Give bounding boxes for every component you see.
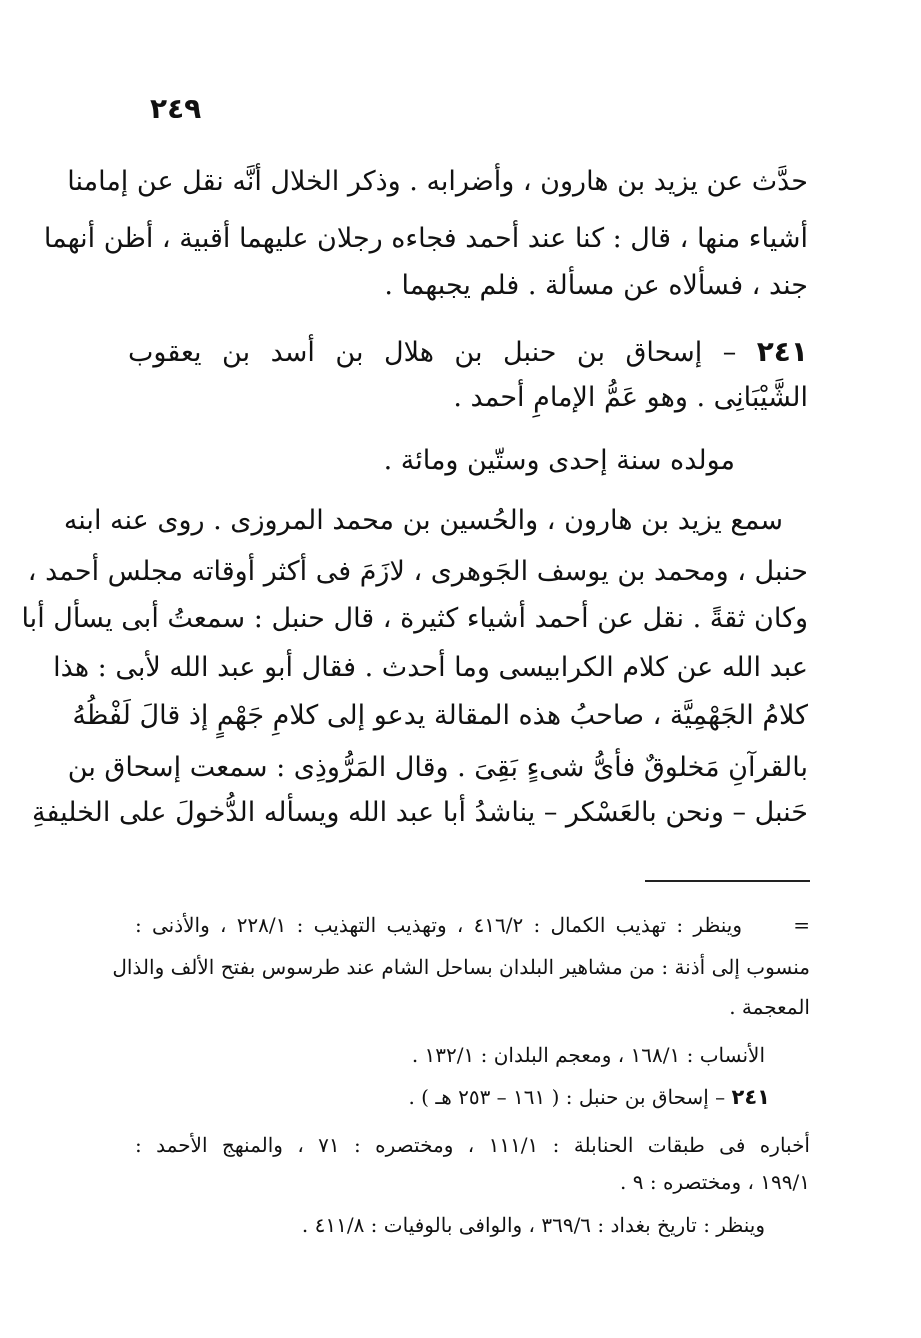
bio-line: كلامُ الجَهْمِيَّة ، صاحبُ هذه المقالة يدعو إلى كلامِ جَهْمٍ إذ قالَ لَفْظُهُ [72, 700, 808, 731]
continuation-mark: = [793, 913, 810, 937]
footnote-separator [645, 880, 810, 882]
body-line: حدَّث عن يزيد بن هارون ، وأضرابه . وذكر الخلال أنَّه نقل عن إمامنا [67, 166, 808, 197]
entry-line: الشَّيْبَانِى . وهو عَمُّ الإمامِ أحمد . [453, 382, 808, 413]
footnote-line: المعجمة . [729, 995, 810, 1019]
footnote-entry-number: ٢٤١ [731, 1085, 770, 1109]
bio-line: حنبل ، ومحمد بن يوسف الجَوهرى ، لازَمَ فى أكثر أوقاته مجلس أحمد ، [27, 556, 808, 587]
footnote-line: أخباره فى طبقات الحنابلة : ١١١/١ ، ومختصره : ٧١ ، والمنهج الأحمد : [135, 1133, 810, 1157]
page-number: ٢٤٩ [150, 92, 202, 125]
footnote-line: منسوب إلى أذنة : من مشاهير البلدان بساحل الشام عند طرسوس بفتح الألف والذال [112, 955, 810, 979]
footnote-entry [300, 1085, 770, 1110]
entry-name: إسحاق بن حنبل بن هلال بن أسد بن يعقوب [128, 337, 703, 368]
entry-heading [128, 335, 808, 369]
footnote-text: – إسحاق بن حنبل : ( ١٦١ – ٢٥٣ هـ ) . [408, 1085, 726, 1109]
entry-number: ٢٤١ [756, 335, 808, 368]
body-line: أشياء منها ، قال : كنا عند أحمد فجاءه رجلان عليهما أقبية ، أظن أنهما [43, 223, 808, 254]
bio-line: بالقرآنِ مَخلوقٌ فأىُّ شىءٍ بَقِىَ . وقال المَرُّوذِى : سمعت إسحاق بن [67, 752, 808, 783]
footnote-line: ١٩٩/١ ، ومختصره : ٩ . [620, 1170, 810, 1194]
footnote-line [135, 913, 810, 937]
bio-line: سمع يزيد بن هارون ، والحُسين بن محمد المروزى . روى عنه ابنه [63, 505, 783, 536]
entry-dash: – [722, 337, 737, 368]
bio-line: عبد الله عن كلام الكرابيسى وما أحدث . فقال أبو عبد الله لأبى : هذا [53, 652, 808, 683]
footnote-line: وينظر : تاريخ بغداد : ٣٦٩/٦ ، والوافى بالوفيات : ٤١١/٨ . [301, 1213, 765, 1237]
footnote-line: الأنساب : ١٦٨/١ ، ومعجم البلدان : ١٣٢/١ . [411, 1043, 765, 1067]
body-line: جند ، فسألاه عن مسألة . فلم يجبهما . [384, 270, 808, 301]
bio-line: وكان ثقةً . نقل عن أحمد أشياء كثيرة ، قال حنبل : سمعتُ أبى يسأل أبا [21, 603, 808, 634]
birth-line: مولده سنة إحدى وستّين ومائة . [383, 445, 735, 476]
footnote-text: وينظر : تهذيب الكمال : ٤١٦/٢ ، وتهذيب التهذيب : ٢٢٨/١ ، والأذنى : [135, 913, 743, 937]
bio-line: حَنبل – ونحن بالعَسْكر – يناشدُ أبا عبد الله ويسأله الدُّخولَ على الخليفةِ [32, 797, 808, 828]
